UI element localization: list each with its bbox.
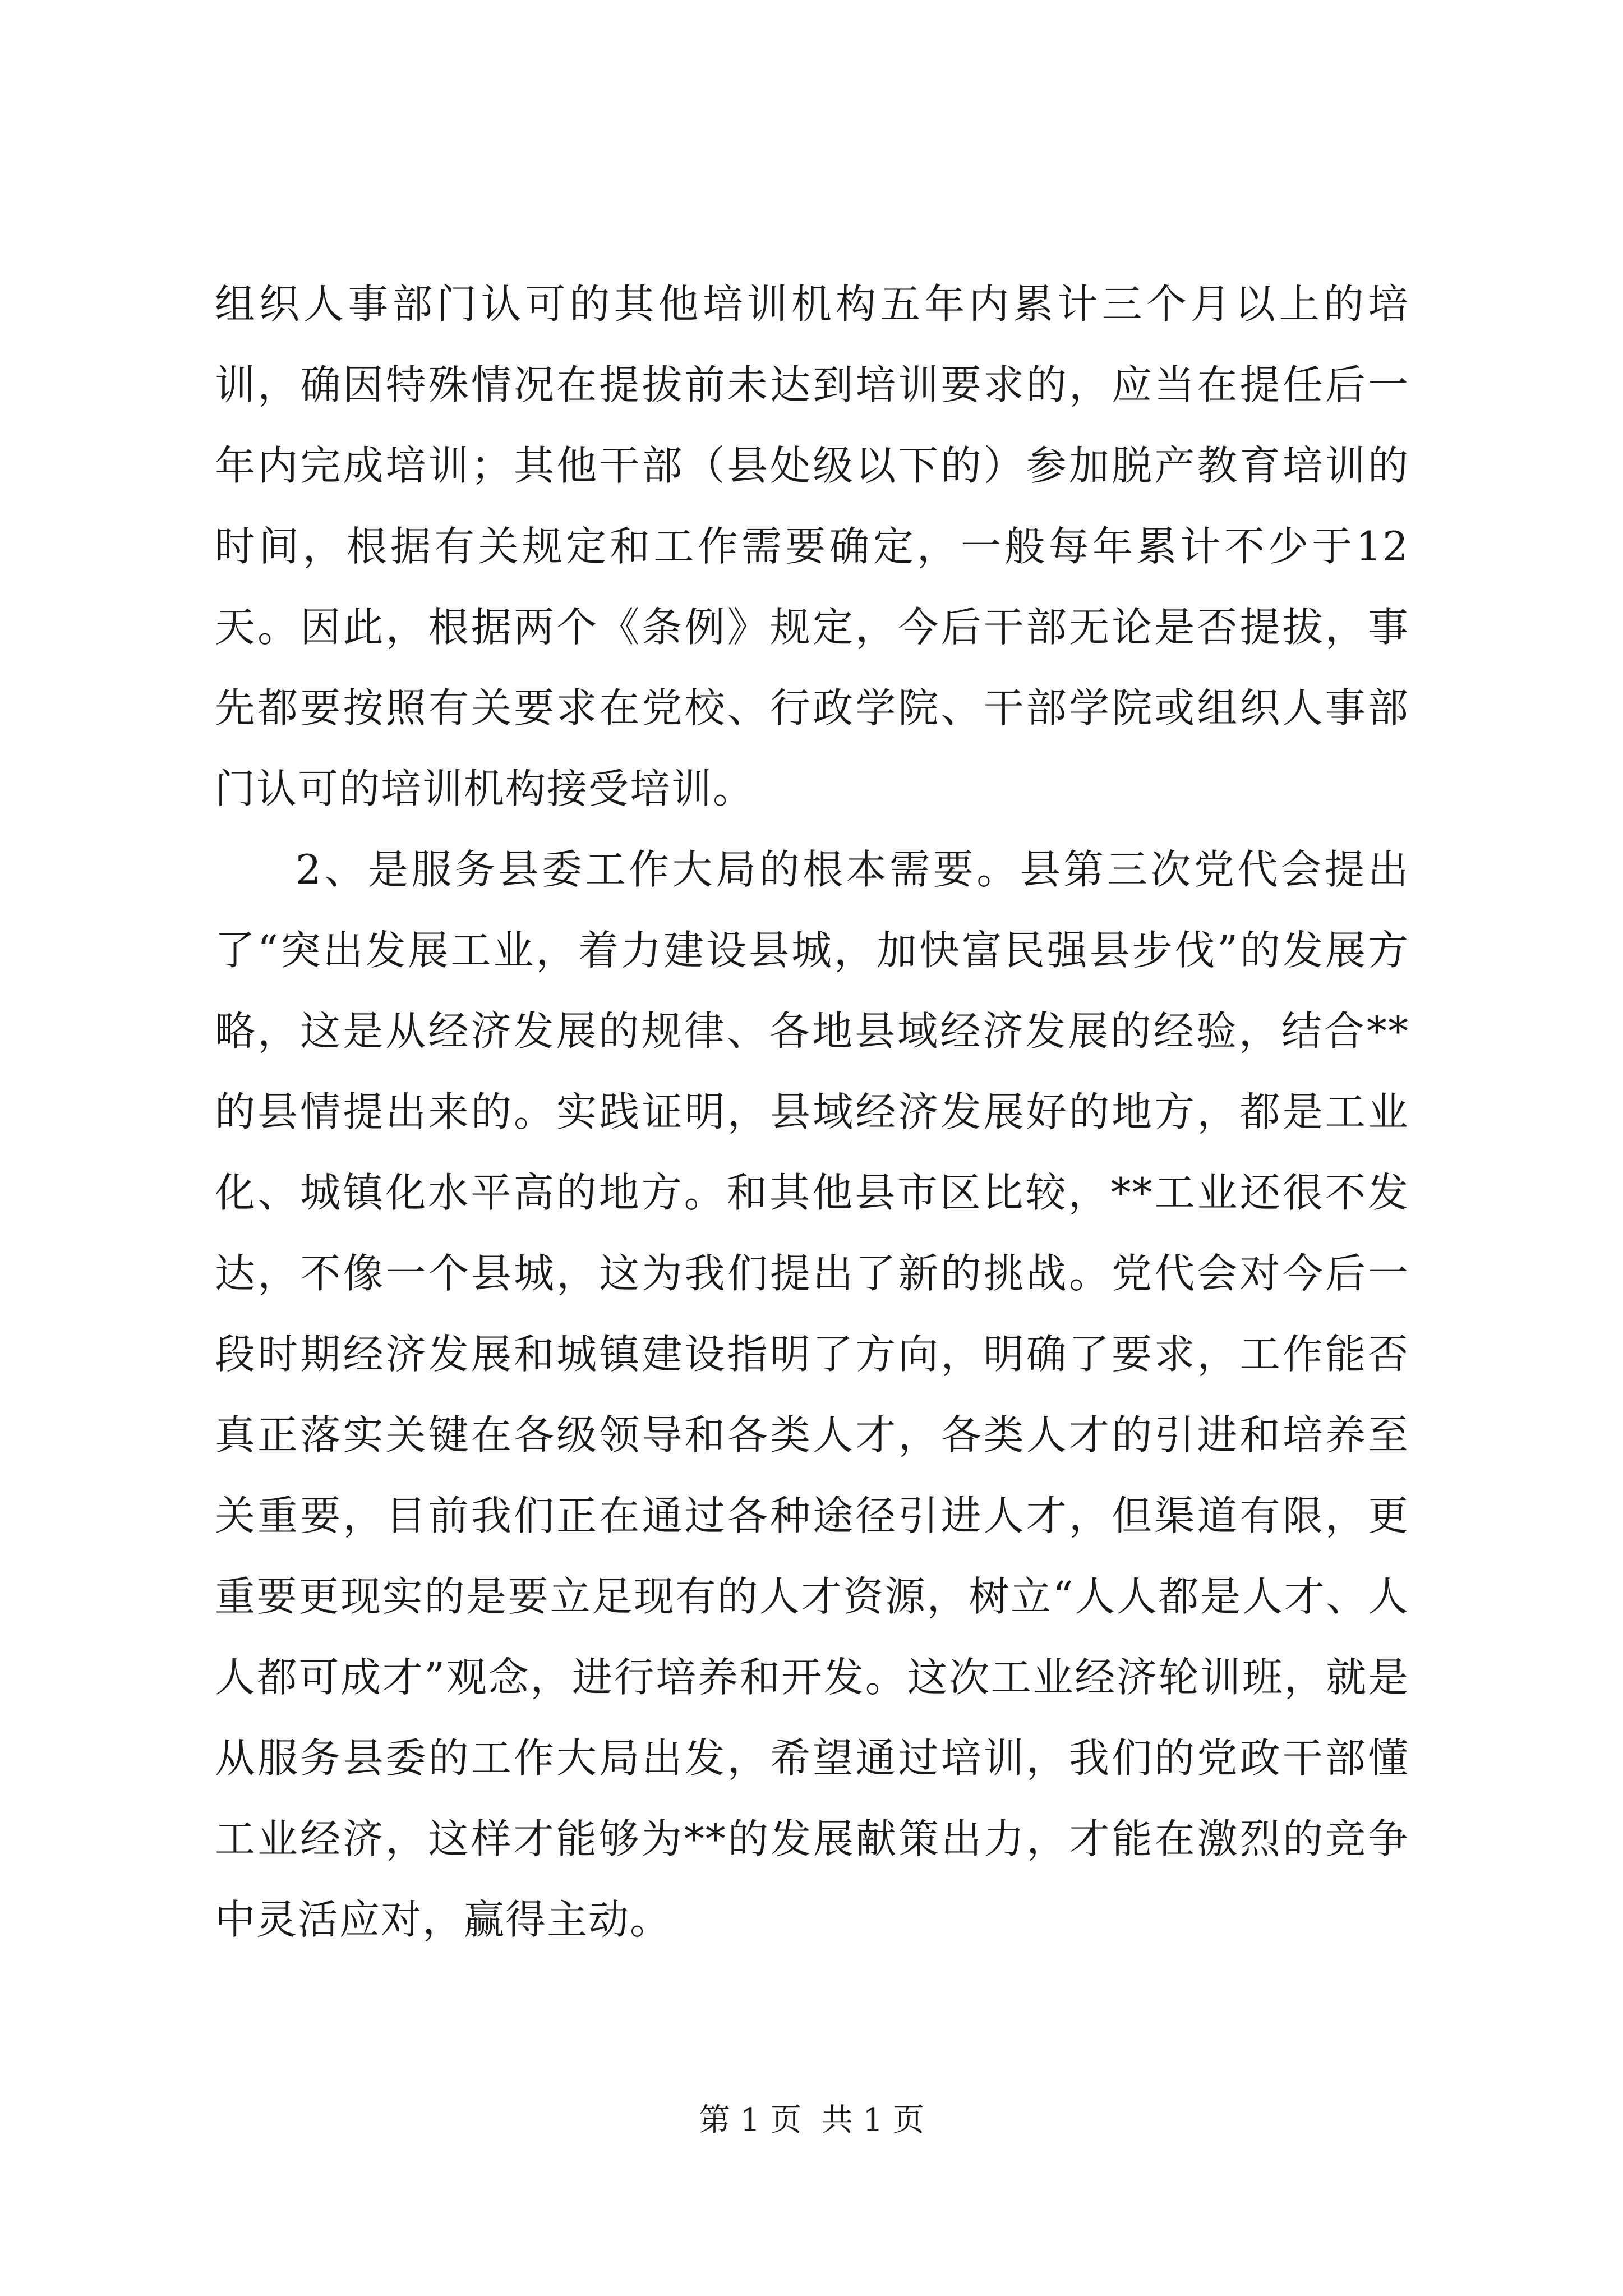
paragraph-1: 组织人事部门认可的其他培训机构五年内累计三个月以上的培训，确因特殊情况在提拔前未达到培训要求的，应当在提任后一年内完成培训；其他干部（县处级以下的）参加脱产教育培训的时间，根据有关规定和工作需要确定，一般每年累计不少于12天。因此，根据两个《条例》规定，今后干部无论是否提拔，事先都要按照有关要求在党校、行政学院、干部学院或组织人事部门认可的培训机构接受培训。	[215, 280, 1409, 812]
page-footer	[0, 2098, 1623, 2143]
page-number-label: 第 1 页 共 1 页	[698, 2102, 925, 2138]
document-body	[215, 264, 1409, 1960]
paragraph-2: 2、是服务县委工作大局的根本需要。县第三次党代会提出了“突出发展工业，着力建设县城，加快富民强县步伐”的发展方略，这是从经济发展的规律、各地县域经济发展的经验，结合**的县情提出来的。实践证明，县域经济发展好的地方，都是工业化、城镇化水平高的地方。和其他县市区比较，**工业还很不发达，不像一个县城，这为我们提出了新的挑战。党代会对今后一段时期经济发展和城镇建设指明了方向，明确了要求，工作能否真正落实关键在各级领导和各类人才，各类人才的引进和培养至关重要，目前我们正在通过各种途径引进人才，但渠道有限，更重要更现实的是要立足现有的人才资源，树立“人人都是人才、人人都可成才”观念，进行培养和开发。这次工业经济轮训班，就是从服务县委的工作大局出发，希望通过培训，我们的党政干部懂工业经济，这样才能够为**的发展献策出力，才能在激烈的竞争中灵活应对，赢得主动。	[215, 846, 1409, 1943]
